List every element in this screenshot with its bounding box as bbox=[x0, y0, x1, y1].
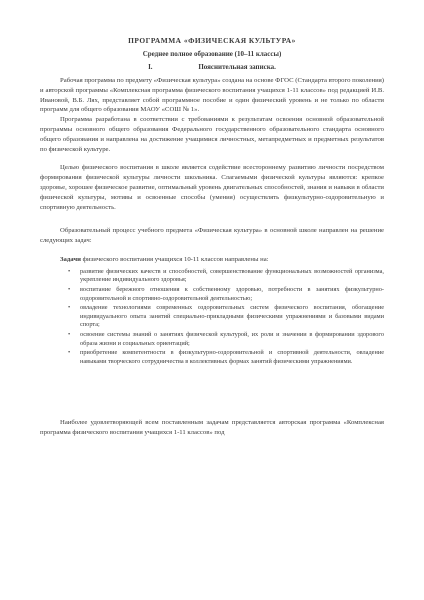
list-item bbox=[68, 349, 384, 366]
list-item bbox=[68, 286, 384, 303]
paragraph-intro: Рабочая программа по предмету «Физическая культура» создана на основе ФГОС (Стандарта второго поколения) и авторской программы «Комплексная программа физического воспитания учащихся 1-11 классов» под редакцией И.В. Ивановой, В.Б. Лях, представляет собой программное пособие и один физический уровень и не только по области программ для общего образования МАОУ «СОШ № 1». bbox=[40, 77, 384, 114]
list-item bbox=[68, 331, 384, 348]
tasks-list bbox=[40, 268, 384, 367]
task-text: освоение системы знаний о занятиях физической культурой, их роли и значении в формировании здорового образа жизни и социальных ориентаций; bbox=[80, 330, 384, 347]
bullet-icon: • bbox=[68, 267, 71, 275]
bullet-icon: • bbox=[68, 349, 71, 357]
section-heading-text: Пояснительная записка. bbox=[198, 63, 276, 71]
bullet-icon: • bbox=[68, 330, 71, 338]
tasks-intro bbox=[40, 255, 384, 265]
list-item bbox=[68, 268, 384, 285]
section-heading bbox=[40, 63, 384, 72]
paragraph-standard: Программа разработана в соответствии с требованиями к результатам освоения основной образовательной программы основного общего образования Федерального государственного образовательного стандарта основного общего образования и направлена на достижение учащимися личностных, метапредметных и предметных результатов по физической культуре. bbox=[40, 116, 384, 153]
task-text: овладение технологиями современных оздоровительных систем физического воспитания, обогащение индивидуального опыта занятий специально-прикладными физическими упражнениями и базовыми видами спорта; bbox=[80, 304, 384, 329]
bullet-icon: • bbox=[68, 285, 71, 293]
bullet-icon: • bbox=[68, 304, 71, 312]
paragraph-goal: Целью физического воспитания в школе является содействие всестороннему развитию личности посредством формирования физической культуры личности школьника. Слагаемыми физической культуры являются: крепкое здоровье, хорошее физическое развитие, оптимальный уровень двигательных способностей, знания и навыки в области физической культуры, мотивы и освоенные способы (умения) осуществлять физкультурно-оздоровительную и спортивную деятельность. bbox=[40, 164, 384, 211]
program-title: ПРОГРАММА «ФИЗИЧЕСКАЯ КУЛЬТУРА» bbox=[128, 36, 296, 45]
task-text: воспитание бережного отношения к собственному здоровью, потребности в занятиях физкультурно-оздоровительной и спортивно-оздоровительной деятельностью; bbox=[80, 285, 384, 302]
section-number: I. bbox=[148, 63, 153, 71]
list-item bbox=[68, 304, 384, 330]
paragraph-final: Наиболее удовлетворяющей всем поставленным задачам представляется авторская программа «Комплексная программа физического воспитания учащихся 1-11 классов» под bbox=[40, 419, 384, 437]
tasks-intro-bold: Задачи bbox=[60, 255, 81, 263]
paragraph-process: Образовательный процесс учебного предмета «Физическая культура» в основной школе направлен на решение следующих задач: bbox=[40, 227, 384, 245]
tasks-intro-rest: физического воспитания учащихся 10-11 классов направлены на: bbox=[82, 255, 269, 263]
task-text: приобретение компетентности в физкультурно-оздоровительной и спортивной деятельности, овладение навыками творческого сотрудничества в коллективных формах занятий физическими упражнениями. bbox=[80, 349, 384, 365]
program-subtitle: Среднее полное образование (10–11 классы) bbox=[142, 50, 282, 58]
task-text: развитие физических качеств и способностей, совершенствование функциональных возможностей организма, укрепление индивидуального здоровья; bbox=[80, 267, 384, 284]
